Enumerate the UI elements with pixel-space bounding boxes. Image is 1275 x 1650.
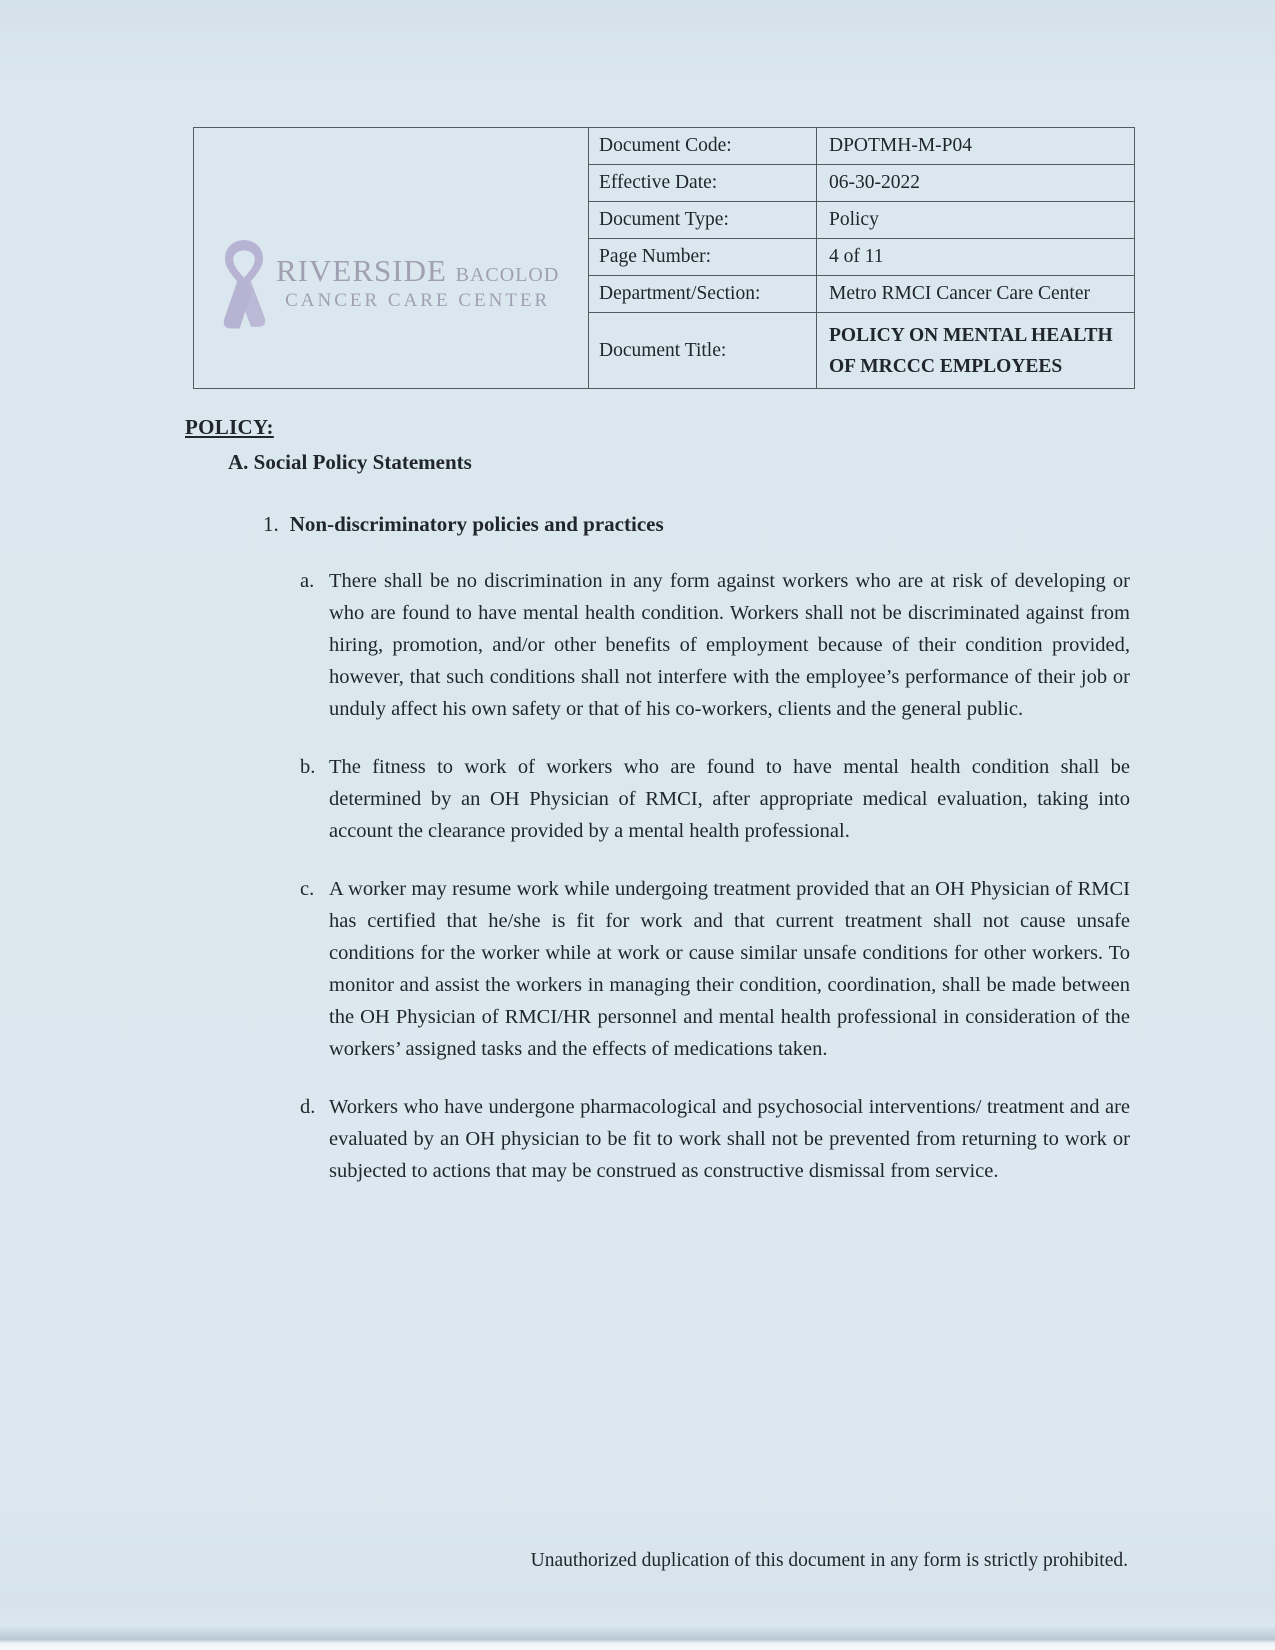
logo-subtitle: CANCER CARE CENTER <box>285 290 551 311</box>
field-label-page-number: Page Number: <box>589 239 817 276</box>
paragraph-d-marker: d. <box>300 1096 316 1118</box>
list-item-number: 1. <box>263 512 279 536</box>
paragraph-d-text: Workers who have undergone pharmacological and psychosocial interventions/ treatment and are evaluated by an OH physician to be fit to work shall not be prevented from returning to work or subjected to actions that may be construed as constructive dismissal from service. <box>329 1096 1130 1182</box>
field-label-effective-date: Effective Date: <box>589 165 817 202</box>
field-label-document-title: Document Title: <box>589 313 817 389</box>
field-label-department-section: Department/Section: <box>589 276 817 313</box>
field-value-page-number: 4 of 11 <box>817 239 1135 276</box>
paragraph-a-text: There shall be no discrimination in any form against workers who are at risk of developing or who are found to have mental health condition. Workers shall not be discriminated against from hiring, promotion, and/or other benefits of employment because of their condition provided, however, that such conditions shall not interfere with the employee’s performance of their job or unduly affect his own safety or that of his co-workers, clients and the general public. <box>329 570 1130 720</box>
footer-note: Unauthorized duplication of this document in any form is strictly prohibited. <box>530 1550 1128 1571</box>
list-item-1 <box>263 511 1130 537</box>
paragraph-b-marker: b. <box>300 756 316 778</box>
paragraph-b-text: The fitness to work of workers who are found to have mental health condition shall be determined by an OH Physician of RMCI, after appropriate medical evaluation, taking into account the clearance provided by a mental health professional. <box>329 756 1130 842</box>
awareness-ribbon-icon <box>218 238 270 340</box>
section-heading: A. Social Policy Statements <box>228 450 472 474</box>
field-value-document-type: Policy <box>817 202 1135 239</box>
paragraph-d <box>300 1091 1130 1187</box>
logo-city: BACOLOD <box>455 264 560 286</box>
paragraph-c-marker: c. <box>300 878 315 900</box>
header-table <box>193 127 1135 389</box>
logo <box>194 176 588 340</box>
list-item-title: Non-discriminatory policies and practices <box>289 512 664 536</box>
logo-wordmark <box>276 253 560 312</box>
field-value-document-title: POLICY ON MENTAL HEALTH OF MRCCC EMPLOYEES <box>817 313 1135 389</box>
scan-bottom-edge <box>0 1626 1275 1650</box>
logo-cell <box>194 128 589 389</box>
document-body <box>185 414 1130 1213</box>
paragraph-c-text: A worker may resume work while undergoing treatment provided that an OH Physician of RMCI has certified that he/she is fit for work and that current treatment shall not cause unsafe conditions for the worker while at work or cause similar unsafe conditions for other workers. To monitor and assist the workers in managing their condition, coordination, shall be made between the OH Physician of RMCI/HR personnel and mental health professional in consideration of the workers’ assigned tasks and the effects of medications taken. <box>329 878 1130 1060</box>
field-label-document-type: Document Type: <box>589 202 817 239</box>
policy-heading: POLICY: <box>185 415 274 439</box>
field-value-department-section: Metro RMCI Cancer Care Center <box>817 276 1135 313</box>
field-value-effective-date: 06-30-2022 <box>817 165 1135 202</box>
field-label-document-code: Document Code: <box>589 128 817 165</box>
paragraph-c <box>300 873 1130 1065</box>
field-value-document-code: DPOTMH-M-P04 <box>817 128 1135 165</box>
logo-name: RIVERSIDE <box>276 253 447 288</box>
paragraph-b <box>300 751 1130 847</box>
paragraph-list <box>300 565 1130 1187</box>
paragraph-a-marker: a. <box>300 570 315 592</box>
paragraph-a <box>300 565 1130 725</box>
